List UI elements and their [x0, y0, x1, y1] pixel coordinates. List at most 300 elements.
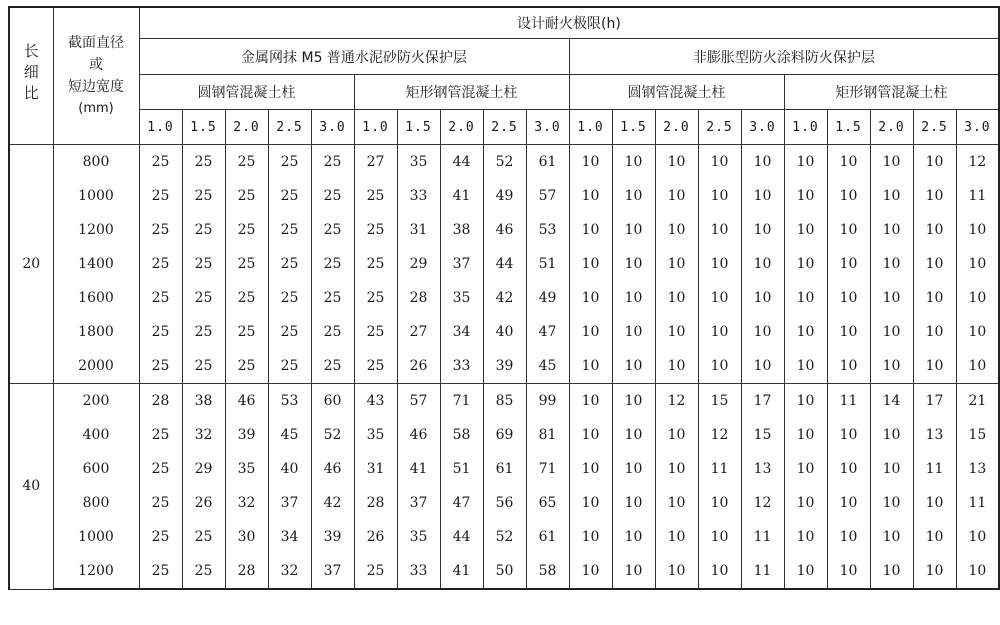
value-cell: 32 [225, 486, 268, 520]
value-cell: 10 [827, 349, 870, 384]
value-cell: 10 [784, 520, 827, 554]
value-cell: 37 [311, 554, 354, 589]
value-cell: 10 [784, 554, 827, 589]
rating-header-cell: 2.5 [483, 110, 526, 145]
diameter-header-line2: 或 [89, 57, 103, 73]
value-cell: 10 [612, 213, 655, 247]
value-cell: 25 [311, 179, 354, 213]
value-cell: 45 [268, 418, 311, 452]
value-cell: 10 [870, 315, 913, 349]
value-cell: 15 [741, 418, 784, 452]
fire-protection-table-wrapper [8, 6, 992, 618]
value-cell: 10 [827, 247, 870, 281]
value-cell: 10 [655, 247, 698, 281]
value-cell: 29 [397, 247, 440, 281]
value-cell: 10 [698, 247, 741, 281]
value-cell: 10 [827, 520, 870, 554]
rating-header-cell: 1.0 [354, 110, 397, 145]
value-cell: 10 [698, 145, 741, 180]
value-cell: 41 [440, 554, 483, 589]
value-cell: 25 [139, 418, 182, 452]
value-cell: 10 [612, 554, 655, 589]
value-cell: 25 [268, 349, 311, 384]
value-cell: 25 [139, 349, 182, 384]
slenderness-header [9, 7, 53, 145]
value-cell: 44 [440, 145, 483, 180]
value-cell: 10 [870, 213, 913, 247]
value-cell: 12 [698, 418, 741, 452]
value-cell: 17 [741, 384, 784, 419]
value-cell: 46 [397, 418, 440, 452]
value-cell: 35 [225, 452, 268, 486]
value-cell: 38 [440, 213, 483, 247]
value-cell: 49 [483, 179, 526, 213]
value-cell: 25 [139, 281, 182, 315]
value-cell: 35 [440, 281, 483, 315]
value-cell: 12 [655, 384, 698, 419]
value-cell: 10 [827, 554, 870, 589]
value-cell: 41 [440, 179, 483, 213]
value-cell: 10 [870, 554, 913, 589]
value-cell: 12 [741, 486, 784, 520]
rating-header-cell: 1.5 [182, 110, 225, 145]
value-cell: 10 [784, 213, 827, 247]
value-cell: 10 [569, 418, 612, 452]
value-cell: 49 [526, 281, 569, 315]
value-cell: 10 [913, 145, 956, 180]
value-cell: 58 [526, 554, 569, 589]
value-cell: 33 [397, 554, 440, 589]
table-row [9, 145, 999, 180]
value-cell: 46 [311, 452, 354, 486]
value-cell: 25 [268, 213, 311, 247]
table-row [9, 315, 999, 349]
value-cell: 42 [483, 281, 526, 315]
size-cell: 800 [53, 145, 139, 180]
column-type-header: 矩形钢管混凝土柱 [354, 75, 569, 110]
rating-header-cell: 2.5 [698, 110, 741, 145]
value-cell: 25 [311, 281, 354, 315]
value-cell: 10 [741, 349, 784, 384]
size-cell: 1200 [53, 554, 139, 589]
value-cell: 10 [612, 384, 655, 419]
fire-protection-thickness-table [8, 6, 1000, 590]
value-cell: 13 [913, 418, 956, 452]
diameter-header-unit: (mm) [78, 101, 114, 116]
value-cell: 10 [870, 520, 913, 554]
value-cell: 10 [569, 349, 612, 384]
value-cell: 25 [311, 145, 354, 180]
size-cell: 1000 [53, 179, 139, 213]
value-cell: 85 [483, 384, 526, 419]
size-cell: 1600 [53, 281, 139, 315]
value-cell: 10 [913, 179, 956, 213]
value-cell: 10 [870, 145, 913, 180]
table-row [9, 554, 999, 589]
table-row [9, 452, 999, 486]
value-cell: 51 [440, 452, 483, 486]
value-cell: 53 [268, 384, 311, 419]
size-cell: 600 [53, 452, 139, 486]
value-cell: 10 [741, 281, 784, 315]
value-cell: 33 [397, 179, 440, 213]
value-cell: 11 [741, 554, 784, 589]
value-cell: 10 [956, 213, 999, 247]
value-cell: 10 [956, 520, 999, 554]
value-cell: 10 [569, 452, 612, 486]
value-cell: 10 [569, 281, 612, 315]
value-cell: 33 [440, 349, 483, 384]
value-cell: 25 [182, 281, 225, 315]
value-cell: 10 [870, 179, 913, 213]
value-cell: 26 [354, 520, 397, 554]
value-cell: 10 [612, 145, 655, 180]
value-cell: 10 [913, 486, 956, 520]
value-cell: 25 [311, 247, 354, 281]
value-cell: 10 [698, 179, 741, 213]
column-type-header: 矩形钢管混凝土柱 [784, 75, 999, 110]
value-cell: 10 [913, 349, 956, 384]
slenderness-cell: 40 [9, 384, 53, 590]
value-cell: 10 [870, 418, 913, 452]
value-cell: 11 [827, 384, 870, 419]
value-cell: 10 [784, 247, 827, 281]
rating-header-cell: 1.5 [827, 110, 870, 145]
value-cell: 71 [526, 452, 569, 486]
rating-header-cell: 2.0 [225, 110, 268, 145]
value-cell: 10 [784, 281, 827, 315]
value-cell: 10 [612, 349, 655, 384]
value-cell: 25 [311, 213, 354, 247]
diameter-header-line1: 截面直径 [68, 35, 124, 51]
value-cell: 15 [698, 384, 741, 419]
value-cell: 10 [655, 554, 698, 589]
value-cell: 25 [139, 554, 182, 589]
value-cell: 13 [956, 452, 999, 486]
value-cell: 25 [139, 452, 182, 486]
value-cell: 25 [182, 213, 225, 247]
value-cell: 25 [354, 213, 397, 247]
value-cell: 71 [440, 384, 483, 419]
value-cell: 10 [698, 349, 741, 384]
value-cell: 57 [397, 384, 440, 419]
value-cell: 10 [956, 349, 999, 384]
value-cell: 10 [698, 520, 741, 554]
value-cell: 28 [139, 384, 182, 419]
rating-header-cell: 1.5 [612, 110, 655, 145]
size-cell: 200 [53, 384, 139, 419]
rating-header-cell: 1.5 [397, 110, 440, 145]
value-cell: 25 [225, 179, 268, 213]
value-cell: 10 [913, 315, 956, 349]
table-row [9, 247, 999, 281]
protection-type-header-coating: 非膨胀型防火涂料防火保护层 [569, 39, 999, 75]
value-cell: 10 [612, 452, 655, 486]
value-cell: 50 [483, 554, 526, 589]
value-cell: 47 [440, 486, 483, 520]
value-cell: 25 [354, 247, 397, 281]
value-cell: 10 [698, 213, 741, 247]
value-cell: 27 [354, 145, 397, 180]
size-cell: 400 [53, 418, 139, 452]
value-cell: 45 [526, 349, 569, 384]
value-cell: 10 [870, 486, 913, 520]
rating-header-cell: 2.5 [268, 110, 311, 145]
rating-header-cell: 1.0 [784, 110, 827, 145]
value-cell: 10 [827, 486, 870, 520]
value-cell: 10 [784, 145, 827, 180]
value-cell: 28 [225, 554, 268, 589]
value-cell: 25 [139, 315, 182, 349]
value-cell: 10 [698, 486, 741, 520]
size-cell: 800 [53, 486, 139, 520]
size-cell: 1200 [53, 213, 139, 247]
value-cell: 65 [526, 486, 569, 520]
value-cell: 69 [483, 418, 526, 452]
value-cell: 10 [569, 315, 612, 349]
rating-header-cell: 3.0 [311, 110, 354, 145]
value-cell: 47 [526, 315, 569, 349]
value-cell: 10 [956, 281, 999, 315]
rating-header-cell: 2.0 [440, 110, 483, 145]
value-cell: 35 [354, 418, 397, 452]
value-cell: 25 [225, 281, 268, 315]
table-row [9, 213, 999, 247]
value-cell: 10 [741, 247, 784, 281]
rating-header-cell: 3.0 [956, 110, 999, 145]
rating-header-cell: 2.0 [870, 110, 913, 145]
value-cell: 25 [354, 554, 397, 589]
value-cell: 25 [139, 486, 182, 520]
size-cell: 1800 [53, 315, 139, 349]
value-cell: 25 [354, 315, 397, 349]
value-cell: 10 [913, 247, 956, 281]
value-cell: 10 [569, 213, 612, 247]
rating-header-cell: 2.0 [655, 110, 698, 145]
value-cell: 53 [526, 213, 569, 247]
value-cell: 10 [913, 520, 956, 554]
table-row [9, 281, 999, 315]
protection-type-header-mortar: 金属网抹 M5 普通水泥砂防火保护层 [139, 39, 569, 75]
value-cell: 31 [354, 452, 397, 486]
value-cell: 10 [655, 145, 698, 180]
value-cell: 25 [225, 315, 268, 349]
value-cell: 10 [741, 315, 784, 349]
value-cell: 34 [440, 315, 483, 349]
value-cell: 10 [655, 281, 698, 315]
value-cell: 25 [182, 179, 225, 213]
value-cell: 31 [397, 213, 440, 247]
value-cell: 41 [397, 452, 440, 486]
value-cell: 10 [569, 384, 612, 419]
value-cell: 10 [655, 349, 698, 384]
value-cell: 10 [913, 554, 956, 589]
value-cell: 25 [139, 145, 182, 180]
value-cell: 25 [354, 179, 397, 213]
column-type-header: 圆钢管混凝土柱 [569, 75, 784, 110]
value-cell: 26 [397, 349, 440, 384]
value-cell: 10 [827, 213, 870, 247]
value-cell: 11 [741, 520, 784, 554]
value-cell: 10 [827, 452, 870, 486]
value-cell: 10 [698, 554, 741, 589]
value-cell: 10 [612, 281, 655, 315]
value-cell: 10 [612, 520, 655, 554]
value-cell: 10 [956, 247, 999, 281]
value-cell: 10 [827, 145, 870, 180]
value-cell: 10 [698, 281, 741, 315]
size-cell: 2000 [53, 349, 139, 384]
value-cell: 10 [612, 247, 655, 281]
value-cell: 10 [956, 315, 999, 349]
value-cell: 37 [397, 486, 440, 520]
value-cell: 10 [913, 281, 956, 315]
value-cell: 10 [569, 486, 612, 520]
value-cell: 10 [784, 418, 827, 452]
value-cell: 39 [311, 520, 354, 554]
column-type-header: 圆钢管混凝土柱 [139, 75, 354, 110]
value-cell: 10 [913, 213, 956, 247]
value-cell: 35 [397, 145, 440, 180]
value-cell: 10 [784, 486, 827, 520]
value-cell: 10 [612, 315, 655, 349]
value-cell: 46 [483, 213, 526, 247]
value-cell: 10 [784, 179, 827, 213]
value-cell: 10 [784, 452, 827, 486]
value-cell: 10 [827, 179, 870, 213]
value-cell: 25 [225, 145, 268, 180]
value-cell: 32 [268, 554, 311, 589]
value-cell: 25 [182, 247, 225, 281]
value-cell: 61 [483, 452, 526, 486]
value-cell: 10 [569, 145, 612, 180]
value-cell: 10 [870, 281, 913, 315]
value-cell: 10 [827, 315, 870, 349]
slenderness-cell: 20 [9, 145, 53, 384]
value-cell: 56 [483, 486, 526, 520]
value-cell: 29 [182, 452, 225, 486]
value-cell: 43 [354, 384, 397, 419]
value-cell: 39 [483, 349, 526, 384]
value-cell: 46 [225, 384, 268, 419]
value-cell: 39 [225, 418, 268, 452]
rating-header-cell: 3.0 [526, 110, 569, 145]
value-cell: 10 [612, 179, 655, 213]
value-cell: 25 [225, 349, 268, 384]
value-cell: 32 [182, 418, 225, 452]
value-cell: 58 [440, 418, 483, 452]
value-cell: 81 [526, 418, 569, 452]
value-cell: 37 [268, 486, 311, 520]
value-cell: 10 [827, 418, 870, 452]
value-cell: 25 [225, 247, 268, 281]
size-cell: 1400 [53, 247, 139, 281]
value-cell: 37 [440, 247, 483, 281]
value-cell: 52 [311, 418, 354, 452]
diameter-header-line3: 短边宽度 [68, 79, 124, 95]
value-cell: 10 [655, 486, 698, 520]
value-cell: 25 [268, 315, 311, 349]
table-body [9, 145, 999, 590]
value-cell: 11 [956, 179, 999, 213]
value-cell: 26 [182, 486, 225, 520]
value-cell: 13 [741, 452, 784, 486]
table-row [9, 486, 999, 520]
value-cell: 10 [870, 349, 913, 384]
value-cell: 10 [569, 554, 612, 589]
table-row [9, 418, 999, 452]
table-row [9, 349, 999, 384]
fire-rating-header: 设计耐火极限(h) [139, 7, 999, 39]
value-cell: 10 [784, 384, 827, 419]
value-cell: 25 [354, 281, 397, 315]
value-cell: 15 [956, 418, 999, 452]
value-cell: 10 [655, 315, 698, 349]
value-cell: 10 [655, 452, 698, 486]
rating-header-cell: 3.0 [741, 110, 784, 145]
value-cell: 10 [569, 179, 612, 213]
value-cell: 25 [139, 520, 182, 554]
value-cell: 10 [655, 213, 698, 247]
value-cell: 25 [268, 145, 311, 180]
value-cell: 40 [268, 452, 311, 486]
value-cell: 25 [311, 315, 354, 349]
size-cell: 1000 [53, 520, 139, 554]
value-cell: 11 [956, 486, 999, 520]
table-row [9, 384, 999, 419]
value-cell: 27 [397, 315, 440, 349]
value-cell: 10 [741, 179, 784, 213]
value-cell: 10 [956, 554, 999, 589]
slenderness-header-label: 长细比 [21, 42, 40, 106]
value-cell: 25 [182, 349, 225, 384]
value-cell: 10 [741, 213, 784, 247]
value-cell: 25 [182, 315, 225, 349]
value-cell: 10 [698, 315, 741, 349]
value-cell: 25 [139, 179, 182, 213]
value-cell: 10 [612, 418, 655, 452]
value-cell: 10 [784, 315, 827, 349]
value-cell: 44 [440, 520, 483, 554]
value-cell: 42 [311, 486, 354, 520]
value-cell: 10 [870, 452, 913, 486]
value-cell: 10 [741, 145, 784, 180]
value-cell: 17 [913, 384, 956, 419]
value-cell: 38 [182, 384, 225, 419]
value-cell: 52 [483, 145, 526, 180]
value-cell: 10 [870, 247, 913, 281]
table-row [9, 520, 999, 554]
rating-header-cell: 2.5 [913, 110, 956, 145]
value-cell: 35 [397, 520, 440, 554]
value-cell: 25 [311, 349, 354, 384]
value-cell: 60 [311, 384, 354, 419]
value-cell: 40 [483, 315, 526, 349]
table-row [9, 179, 999, 213]
value-cell: 34 [268, 520, 311, 554]
value-cell: 30 [225, 520, 268, 554]
value-cell: 25 [182, 554, 225, 589]
value-cell: 57 [526, 179, 569, 213]
value-cell: 25 [268, 247, 311, 281]
diameter-header [53, 7, 139, 145]
value-cell: 61 [526, 520, 569, 554]
value-cell: 14 [870, 384, 913, 419]
value-cell: 52 [483, 520, 526, 554]
value-cell: 10 [784, 349, 827, 384]
value-cell: 11 [698, 452, 741, 486]
value-cell: 25 [268, 179, 311, 213]
